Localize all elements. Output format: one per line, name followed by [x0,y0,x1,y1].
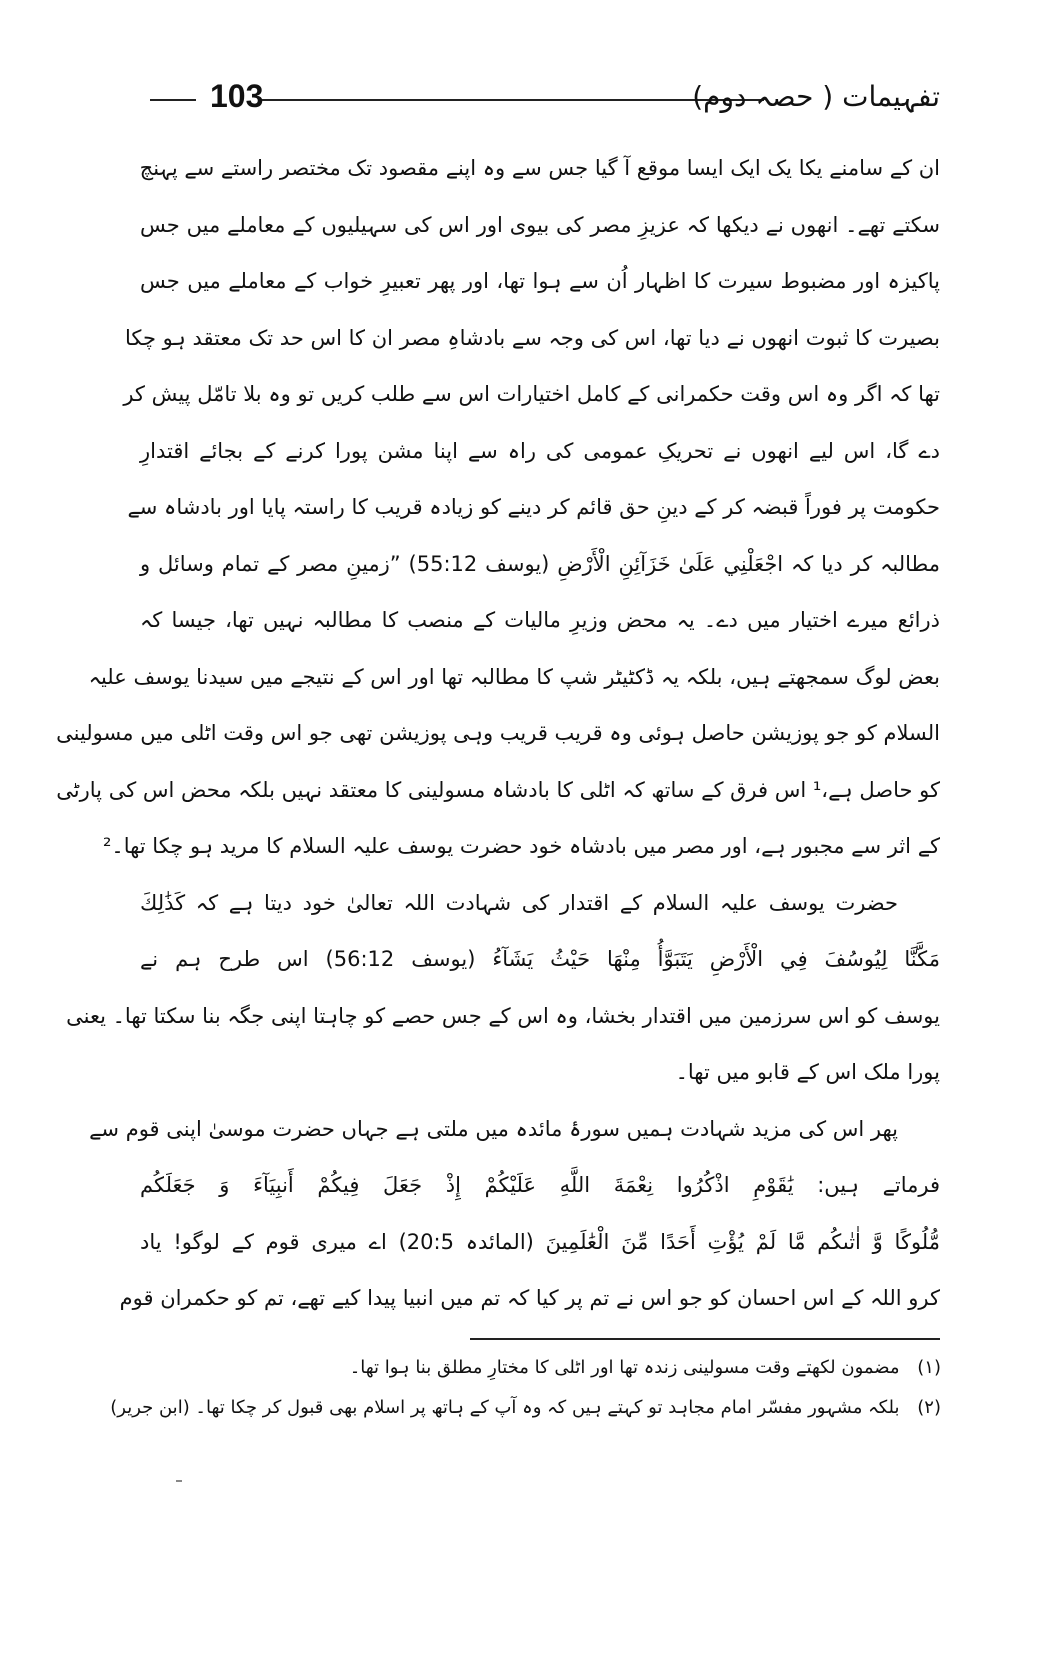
text-line: فرماتے ہیں: يَٰقَوْمِ اذْكُرُوا نِعْمَةَ اللَّهِ عَلَيْكُمْ إِذْ جَعَلَ فِيكُمْ أَنبِيَآءَ وَ جَعَلَكُم [140,1173,940,1197]
text-line: کو حاصل ہے،¹ اس فرق کے ساتھ کہ اٹلی کا بادشاہ مسولینی کا معتقد نہیں بلکہ محض اس کی پارٹی [56,777,940,802]
footnote-text: بلکہ مشہور مفسّر امام مجاہد تو کہتے ہیں کہ وہ آپ کے ہاتھ پر اسلام بھی قبول کر چکا تھا۔ (ابن جریر) [110,1397,900,1418]
text-line: ان کے سامنے یکا یک ایک ایسا موقع آ گیا جس سے وہ اپنے مقصود تک مختصر راستے سے پہنچ [139,156,940,180]
text-line: مطالبہ کر دیا کہ اجْعَلْنِي عَلَىٰ خَزَآئِنِ الْأَرْضِ (یوسف 55:12) ”زمینِ مصر کے تمام وسائل و [140,551,940,576]
text-line: بصیرت کا ثبوت انھوں نے دیا تھا، اس کی وجہ سے بادشاہِ مصر ان کا اس حد تک معتقد ہو چکا [124,325,940,350]
book-title: تفہیمات ( حصہ دوم) [692,80,940,113]
header-rule-right [262,99,764,101]
text-line: دے گا، اس لیے انھوں نے تحریکِ عمومی کی راہ سے اپنا مشن پورا کرنے کے بجائے اقتدارِ [140,438,940,463]
footnote-text: مضمون لکھتے وقت مسولینی زندہ تھا اور اٹلی کا مختارِ مطلق بنا ہوا تھا۔ [349,1357,900,1378]
text-line: یوسف کو اس سرزمین میں اقتدار بخشا، وہ اس کے جس حصے کو چاہتا اپنی جگہ بنا سکتا تھا۔ یعنی [66,1003,940,1028]
scan-speck [176,1480,182,1482]
footnote-number: (۱) [917,1357,941,1378]
running-header [150,78,940,122]
text-line: کرو اللہ کے اس احسان کو جو اس نے تم پر کیا کہ تم میں انبیا پیدا کیے تھے، تم کو حکمران قوم [119,1286,940,1310]
text-line: بعض لوگ سمجھتے ہیں، بلکہ یہ ڈکٹیٹر شپ کا مطالبہ تھا اور اس کے نتیجے میں سیدنا یوسف علیہ [88,664,940,689]
text-line: السلام کو جو پوزیشن حاصل ہوئی وہ قریب قریب وہی پوزیشن تھی جو اس وقت اٹلی میں مسولینی [56,721,940,745]
header-rule-left [150,99,196,101]
page-number: 103 [210,78,264,114]
footnote [110,1388,941,1428]
text-line: سکتے تھے۔ انھوں نے دیکھا کہ عزیزِ مصر کی بیوی اور اس کی سہیلیوں کے معاملے میں جس [140,212,940,237]
text-line: پورا ملک اس کے قابو میں تھا۔ [675,1060,940,1084]
text-line: ذرائع میرے اختیار میں دے۔ یہ محض وزیرِ مالیات کے منصب کا مطالبہ نہیں تھا، جیسا کہ [140,608,940,632]
text-line: پھر اس کی مزید شہادت ہمیں سورۂ مائدہ میں ملتی ہے جہاں حضرت موسیٰ اپنی قوم سے [89,1116,898,1141]
text-line: حضرت یوسف علیہ السلام کے اقتدار کی شہادت اللہ تعالیٰ خود دیتا ہے کہ كَذَٰلِكَ [140,890,898,915]
body-text [56,140,940,1327]
text-line: مَكَّنَّا لِيُوسُفَ فِي الْأَرْضِ يَتَبَوَّأُ مِنْهَا حَيْثُ يَشَآءُ (یوسف 56:12) اس طرح ہم نے [140,947,940,971]
text-line: پاکیزہ اور مضبوط سیرت کا اظہار اُن سے ہوا تھا، اور پھر تعبیرِ خواب کے معاملے میں جس [140,269,940,293]
text-line: تھا کہ اگر وہ اس وقت حکمرانی کے کامل اختیارات اس سے طلب کریں تو وہ بلا تامّل پیش کر [123,382,940,406]
text-line: مُّلُوكًا وَّ اٰتٰىكُم مَّا لَمْ يُؤْتِ أَحَدًا مِّنَ الْعَٰلَمِينَ (المائدہ 20:5) اے میری قوم کے لوگو! یاد [140,1229,940,1254]
footnote [121,1348,941,1388]
footnote-rule [470,1338,940,1340]
footnotes [110,1348,941,1428]
footnote-number: (۲) [917,1397,941,1418]
text-line: کے اثر سے مجبور ہے، اور مصر میں بادشاہ خود حضرت یوسف علیہ السلام کا مرید ہو چکا تھا۔² [102,834,940,858]
text-line: حکومت پر فوراً قبضہ کر کے دینِ حق قائم کر دینے کو زیادہ قریب کا راستہ پایا اور بادشاہ سے [127,495,940,519]
